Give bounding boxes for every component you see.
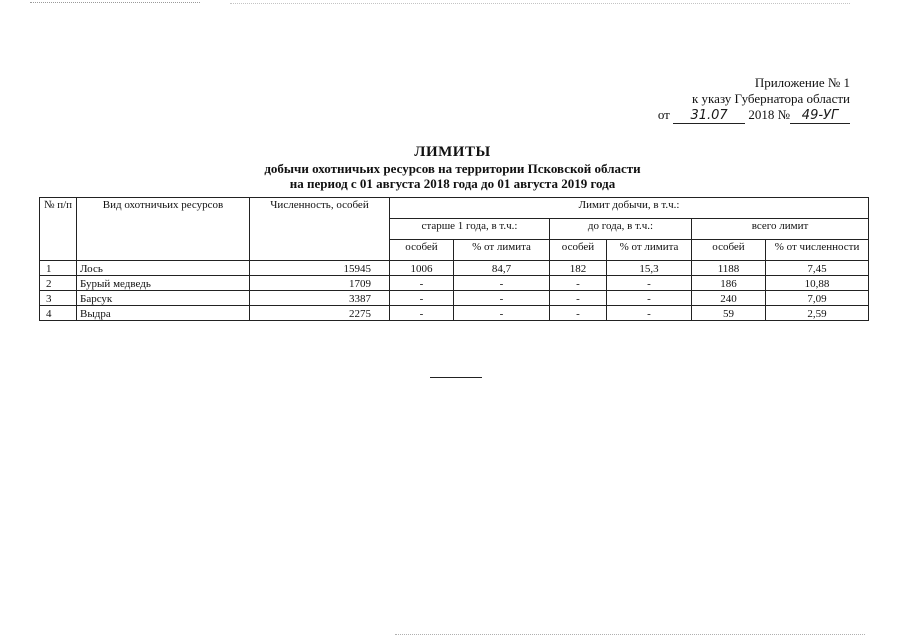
row-over-individuals: - [390, 306, 454, 321]
row-number: 1 [40, 261, 77, 276]
header-under-individuals: особей [550, 240, 607, 261]
header-over-pct-limit: % от лимита [454, 240, 550, 261]
row-over-pct: - [454, 306, 550, 321]
row-population: 1709 [250, 276, 390, 291]
row-number: 3 [40, 291, 77, 306]
row-over-pct: - [454, 276, 550, 291]
row-under-individuals: - [550, 276, 607, 291]
header-total: всего лимит [692, 219, 869, 240]
handwritten-date: 31.07 [673, 109, 745, 124]
limits-table [39, 197, 869, 321]
header-under-year: до года, в т.ч.: [550, 219, 692, 240]
table-row [40, 261, 869, 276]
row-under-pct: - [607, 306, 692, 321]
header-population: Численность, особей [250, 198, 390, 261]
header-over-year: старше 1 года, в т.ч.: [390, 219, 550, 240]
document-title [0, 144, 905, 191]
number-prefix: № [777, 107, 790, 122]
title-period: на период с 01 августа 2018 года до 01 августа 2019 года [289, 176, 616, 191]
row-total-individuals: 1188 [692, 261, 766, 276]
table-row [40, 306, 869, 321]
year: 2018 [748, 107, 775, 122]
scan-artifact-line [230, 3, 850, 4]
row-population: 15945 [250, 261, 390, 276]
row-over-individuals: 1006 [390, 261, 454, 276]
appendix-title: Приложение № 1 [754, 75, 850, 90]
row-population: 2275 [250, 306, 390, 321]
header-over-individuals: особей [390, 240, 454, 261]
row-population: 3387 [250, 291, 390, 306]
scan-artifact-line [395, 634, 865, 635]
scan-artifact-line [30, 2, 200, 3]
row-total-individuals: 240 [692, 291, 766, 306]
row-species: Барсук [77, 291, 250, 306]
title-subtitle: добычи охотничьих ресурсов на территории Псковской области [264, 161, 641, 176]
header-number: № п/п [40, 198, 77, 261]
row-over-individuals: - [390, 276, 454, 291]
row-total-pct: 7,09 [766, 291, 869, 306]
table-row [40, 291, 869, 306]
appendix-date-number [658, 107, 850, 124]
row-under-individuals: - [550, 291, 607, 306]
row-total-pct: 2,59 [766, 306, 869, 321]
row-species: Выдра [77, 306, 250, 321]
header-under-pct-limit: % от лимита [607, 240, 692, 261]
row-under-pct: 15,3 [607, 261, 692, 276]
row-under-pct: - [607, 291, 692, 306]
row-over-individuals: - [390, 291, 454, 306]
appendix-block [658, 75, 850, 124]
header-species: Вид охотничьих ресурсов [77, 198, 250, 261]
row-total-individuals: 186 [692, 276, 766, 291]
header-total-pct-population: % от численности [766, 240, 869, 261]
separator-line [430, 377, 482, 378]
header-limit: Лимит добычи, в т.ч.: [390, 198, 869, 219]
header-total-individuals: особей [692, 240, 766, 261]
row-over-pct: 84,7 [454, 261, 550, 276]
row-under-pct: - [607, 276, 692, 291]
row-number: 4 [40, 306, 77, 321]
row-species: Бурый медведь [77, 276, 250, 291]
row-under-individuals: 182 [550, 261, 607, 276]
row-species: Лось [77, 261, 250, 276]
table-row [40, 276, 869, 291]
handwritten-number: 49-УГ [790, 109, 850, 124]
row-total-individuals: 59 [692, 306, 766, 321]
row-number: 2 [40, 276, 77, 291]
appendix-reference: к указу Губернатора области [691, 91, 850, 106]
row-under-individuals: - [550, 306, 607, 321]
row-total-pct: 7,45 [766, 261, 869, 276]
row-total-pct: 10,88 [766, 276, 869, 291]
date-prefix: от [657, 107, 670, 122]
row-over-pct: - [454, 291, 550, 306]
title-main: ЛИМИТЫ [414, 144, 491, 160]
